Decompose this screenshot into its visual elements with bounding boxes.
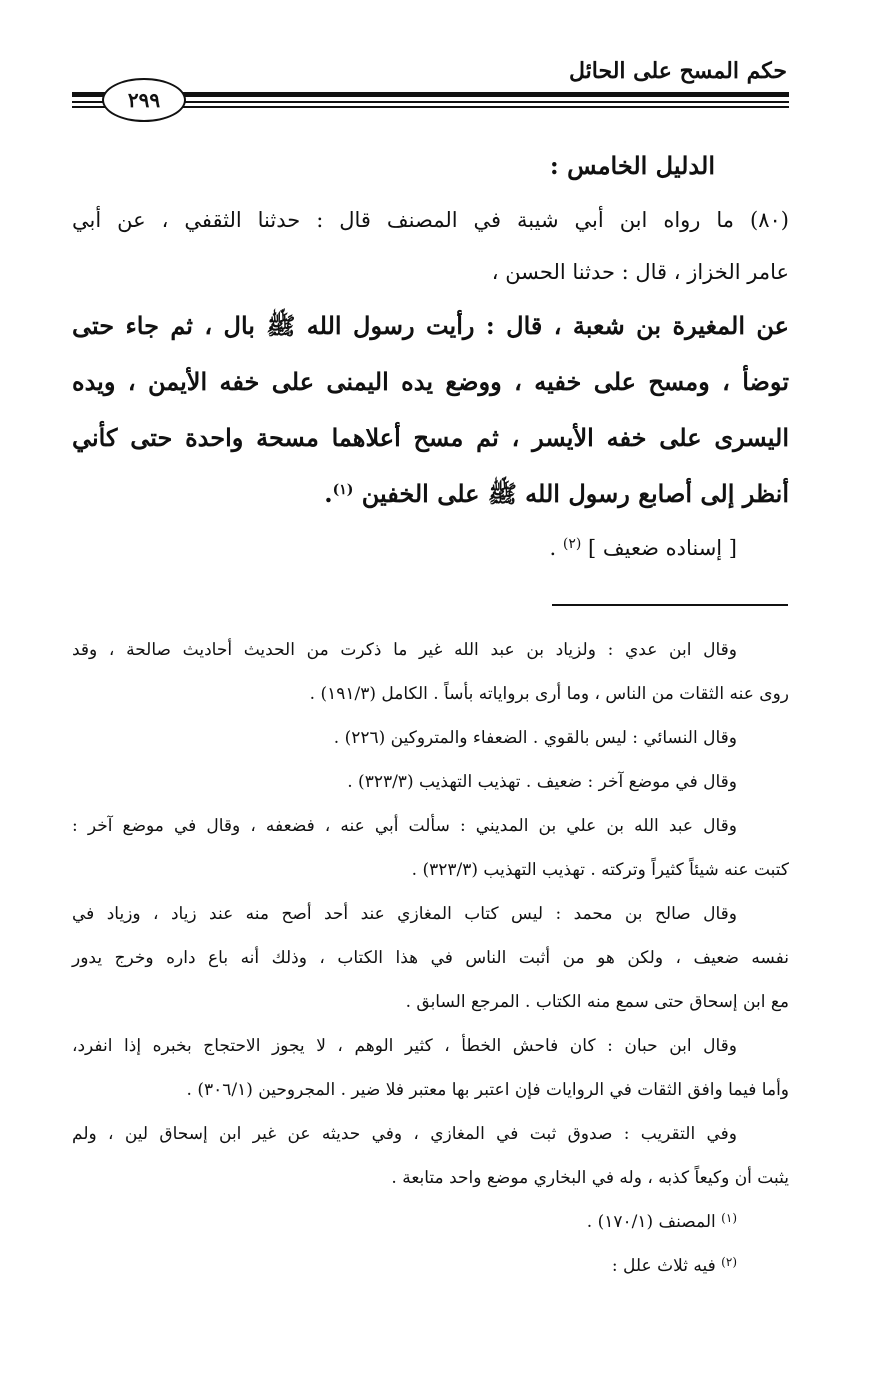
main-text <box>72 138 789 574</box>
footnote-separator <box>552 604 788 606</box>
footnotes <box>72 628 789 1288</box>
footnote-line: مع ابن إسحاق حتى سمع منه الكتاب . المرجع السابق . <box>405 992 789 1012</box>
footnote-note <box>72 1244 789 1288</box>
footnote-line: وفي التقريب : صدوق ثبت في المغازي ، وفي حديثه عن غير ابن إسحاق لين ، ولم <box>72 1124 737 1144</box>
footnote-line: وقال ابن عدي : ولزياد بن عبد الله غير ما ذكرت من الحديث أحاديث صالحة ، وقد <box>72 640 737 660</box>
footnote-line: وقال ابن حبان : كان فاحش الخطأ ، كثير الوهم ، لا يجوز الاحتجاج بخبره إذا انفرد، <box>72 1036 737 1056</box>
matn-end: . <box>324 479 333 508</box>
footnote-line: وقال النسائي : ليس بالقوي . الضعفاء والمتروكين (٢٢٦) . <box>333 728 737 748</box>
footnote-text: فيه ثلاث علل : <box>611 1256 716 1276</box>
footnote-number: (٢) <box>721 1255 737 1269</box>
footnote-line: نفسه ضعيف ، ولكن هو من أثبت الناس في هذا الكتاب ، وذلك أنه باع داره وخرج يدور <box>72 948 789 968</box>
page-number: ٢٩٩ <box>102 78 186 122</box>
footnote-line: يثبت أن وكيعاً كذبه ، وله في البخاري موضع واحد متابعة . <box>391 1168 789 1188</box>
footnote-ref: (٢) <box>562 536 582 552</box>
footnote-line: كتبت عنه شيئاً كثيراً وتركته . تهذيب التهذيب (٣٢٣/٣) . <box>411 860 789 880</box>
footnote-note <box>72 1200 789 1244</box>
matn-line-last <box>72 466 789 522</box>
running-title: حكم المسح على الحائل <box>569 58 787 84</box>
footnote-ref: (١) <box>332 482 354 498</box>
matn-line: عن المغيرة بن شعبة ، قال : رأيت رسول الله ﷺ بال ، ثم جاء حتى <box>72 311 790 340</box>
footnote-line: روى عنه الثقات من الناس ، وما أرى برواياته بأساً . الكامل (١٩١/٣) . <box>309 684 789 704</box>
section-heading: الدليل الخامس : <box>549 151 715 180</box>
grading-text: [ إسناده ضعيف ] <box>588 536 737 560</box>
footnote-number: (١) <box>721 1211 737 1225</box>
matn-line: توضأ ، ومسح على خفيه ، ووضع يده اليمنى على خفه الأيمن ، ويده <box>72 367 789 396</box>
footnote-line: وقال صالح بن محمد : ليس كتاب المغازي عند أحد أصح منه عند زياد ، وزياد في <box>72 904 737 924</box>
footnote-line: وقال في موضع آخر : ضعيف . تهذيب التهذيب (٣٢٣/٣) . <box>347 772 737 792</box>
isnad-line: عامر الخزاز ، قال : حدثنا الحسن ، <box>491 260 789 284</box>
grading <box>72 522 789 574</box>
footnote-text: المصنف (١٧٠/١) . <box>586 1212 716 1232</box>
matn-line: اليسرى على خفه الأيسر ، ثم مسح أعلاهما مسحة واحدة حتى كأني <box>72 423 789 452</box>
footnote-line: وأما فيما وافق الثقات في الروايات فإن اعتبر بها معتبر فلا ضير . المجروحين (٣٠٦/١) . <box>186 1080 789 1100</box>
matn-text: أنظر إلى أصابع رسول الله ﷺ على الخفين <box>361 479 789 508</box>
isnad-line: (٨٠) ما رواه ابن أبي شيبة في المصنف قال : حدثنا الثقفي ، عن أبي <box>72 208 789 232</box>
grading-end: . <box>549 536 557 560</box>
footnote-line: وقال عبد الله بن علي بن المديني : سألت أبي عنه ، فضعفه ، وقال في موضع آخر : <box>72 816 737 836</box>
